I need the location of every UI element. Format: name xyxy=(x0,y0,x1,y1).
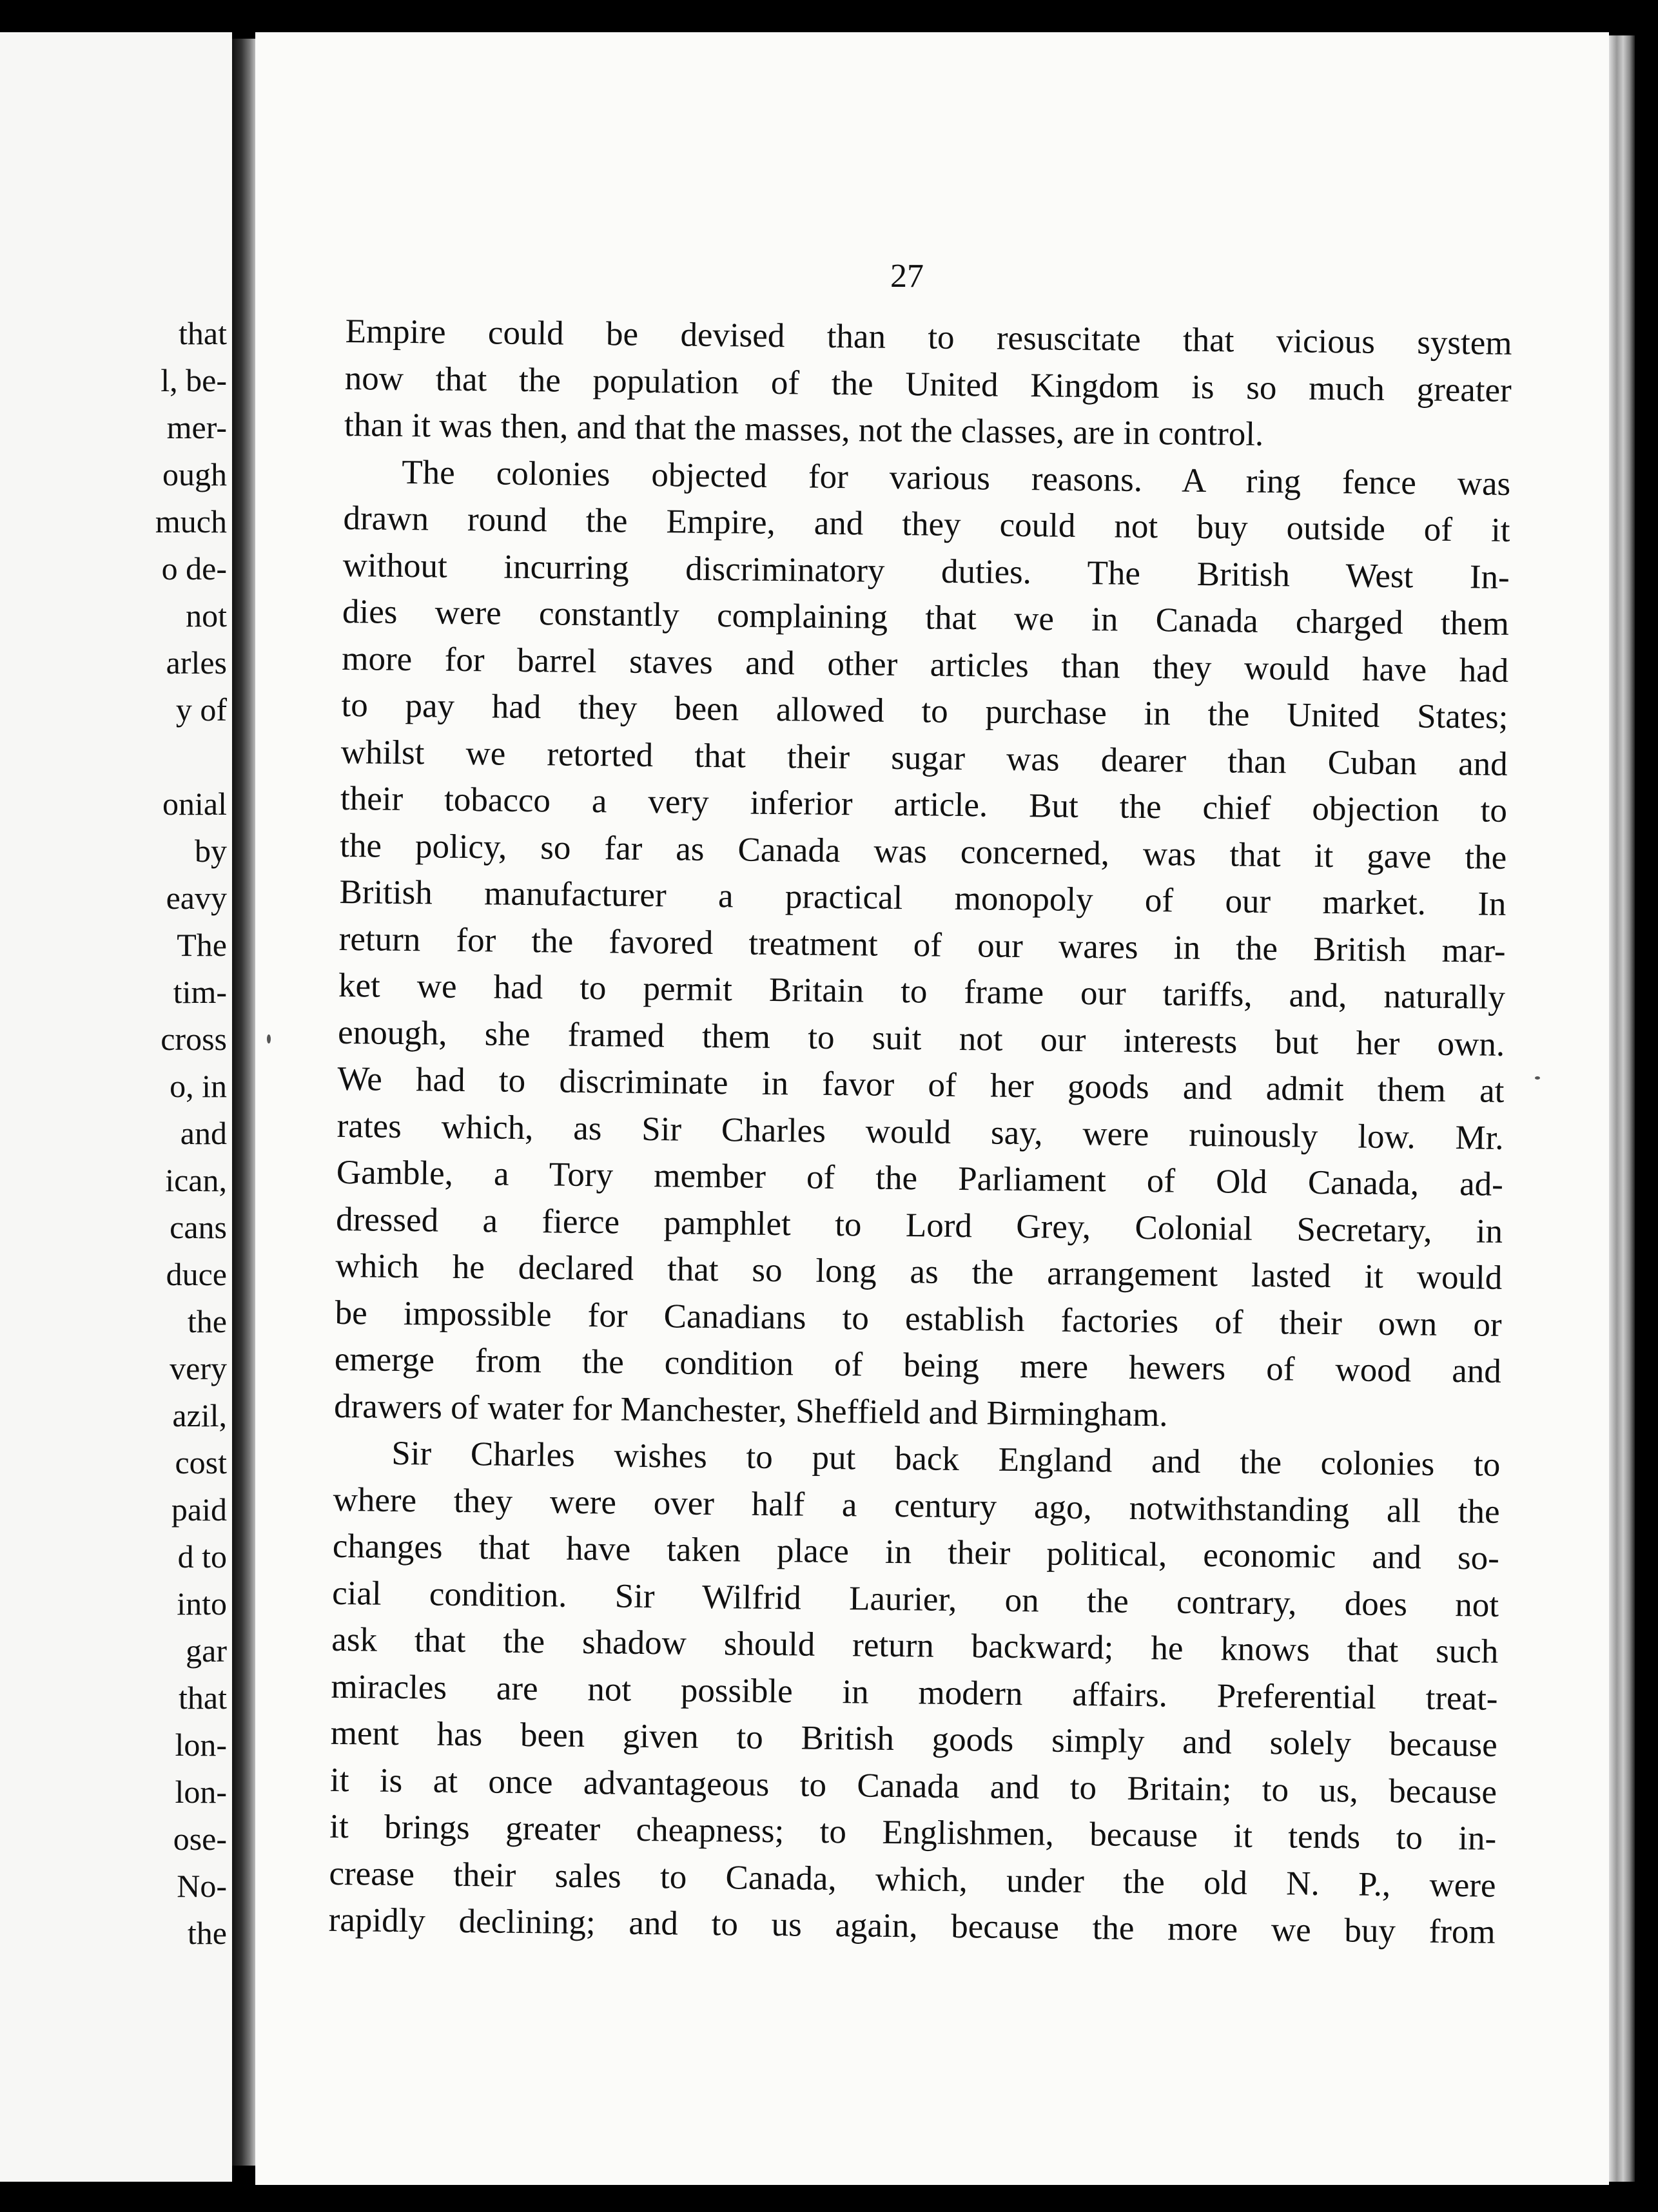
facing-page-fragment: eavy xyxy=(166,880,227,916)
facing-page-fragment: and xyxy=(180,1115,227,1151)
text-line: miracles are not possible in modern affairs. Preferential treat- xyxy=(331,1667,1498,1718)
facing-page-fragment: the xyxy=(187,1915,227,1951)
text-line: cial condition. Sir Wilfrid Laurier, on the contrary, does not xyxy=(331,1574,1499,1624)
text-line: without incurring discriminatory duties. The British West In- xyxy=(342,546,1510,596)
text-line: dies were constantly complaining that we in Canada charged them xyxy=(342,592,1510,643)
facing-page-fragment: o, in xyxy=(170,1068,227,1104)
facing-page-fragment: onial xyxy=(162,786,227,822)
facing-page-fragment: by xyxy=(195,833,227,869)
facing-page-fragment: the xyxy=(187,1303,227,1339)
text-line: which he declared that so long as the arrangement lasted it would xyxy=(335,1247,1503,1297)
text-line: whilst we retorted that their sugar was dearer than Cuban and xyxy=(340,733,1508,783)
text-line: rates which, as Sir Charles would say, were ruinously low. Mr. xyxy=(336,1107,1504,1157)
text-line: than it was then, and that the masses, not the classes, are in control. xyxy=(344,405,1264,453)
facing-page-fragment: No- xyxy=(177,1868,227,1904)
text-line: We had to discriminate in favor of her goods and admit them at xyxy=(337,1060,1505,1110)
facing-page-fragment: much xyxy=(155,503,227,539)
main-page xyxy=(255,32,1609,2185)
facing-page-fragment: that xyxy=(179,1680,227,1716)
text-line: return for the favored treatment of our wares in the British mar- xyxy=(338,920,1506,970)
text-line: Empire could be devised than to resuscitate that vicious system xyxy=(345,312,1512,362)
facing-page-fragment: ican, xyxy=(165,1162,227,1198)
scan-speck xyxy=(267,1034,271,1043)
facing-page-fragment: tim- xyxy=(173,974,227,1010)
facing-page-fragment: The xyxy=(177,927,227,963)
page-number: 27 xyxy=(890,258,924,295)
facing-page-fragment: azil, xyxy=(172,1397,227,1433)
text-line: drawers of water for Manchester, Sheffield and Birmingham. xyxy=(333,1387,1168,1433)
text-line: Sir Charles wishes to put back England and the colonies to xyxy=(391,1434,1501,1484)
facing-page-fragment: o de- xyxy=(161,550,227,587)
text-line: emerge from the condition of being mere hewers of wood and xyxy=(334,1340,1502,1390)
text-line: enough, she framed them to suit not our interests but her own. xyxy=(337,1013,1505,1063)
facing-page-fragment: lon- xyxy=(175,1727,227,1763)
text-line: ask that the shadow should return backward; he knows that such xyxy=(331,1620,1499,1671)
text-line: Gamble, a Tory member of the Parliament of Old Canada, ad- xyxy=(336,1153,1504,1203)
facing-page-fragment: not xyxy=(186,597,227,634)
facing-page-fragment: arles xyxy=(166,645,227,681)
text-line: rapidly declining; and to us again, because the more we buy from xyxy=(328,1901,1496,1951)
text-line: their tobacco a very inferior article. But the chief objection to xyxy=(340,779,1508,830)
page-edge xyxy=(1609,35,1635,2182)
facing-page-fragment: cost xyxy=(175,1444,227,1480)
text-line: drawn round the Empire, and they could not buy outside of it xyxy=(343,499,1510,549)
text-line: crease their sales to Canada, which, under the old N. P., were xyxy=(329,1854,1496,1905)
facing-page xyxy=(0,32,232,2182)
text-line: dressed a fierce pamphlet to Lord Grey, Colonial Secretary, in xyxy=(335,1200,1503,1250)
scan-speck xyxy=(1535,1076,1540,1080)
text-line: now that the population of the United Kingdom is so much greater xyxy=(344,359,1512,409)
text-line: be impossible for Canadians to establish factories of their own or xyxy=(335,1294,1502,1344)
text-line: changes that have taken place in their political, economic and so- xyxy=(332,1527,1500,1577)
text-line: The colonies objected for various reasons. A ring fence was xyxy=(402,453,1511,503)
facing-page-fragment: paid xyxy=(171,1491,227,1528)
facing-page-fragment: y of xyxy=(175,692,227,728)
facing-page-fragment: gar xyxy=(186,1633,227,1669)
facing-page-fragment: d to xyxy=(177,1538,227,1575)
facing-page-fragment: ose- xyxy=(173,1821,227,1857)
facing-page-fragment: very xyxy=(170,1350,227,1386)
text-line: the policy, so far as Canada was concerned, was that it gave the xyxy=(339,826,1507,877)
facing-page-fragment: mer- xyxy=(166,409,227,445)
facing-page-fragment: lon- xyxy=(175,1774,227,1810)
text-line: it is at once advantageous to Canada and to Britain; to us, because xyxy=(329,1761,1497,1811)
facing-page-fragment: cross xyxy=(161,1021,227,1057)
text-line: it brings greater cheapness; to Englishmen, because it tends to in- xyxy=(329,1807,1497,1858)
facing-page-fragment: duce xyxy=(166,1256,227,1292)
facing-page-fragment: ough xyxy=(162,456,227,492)
facing-page-fragment: into xyxy=(177,1586,227,1622)
text-line: ket we had to permit Britain to frame our tariffs, and, naturally xyxy=(338,966,1506,1016)
facing-page-fragment: l, be- xyxy=(161,362,227,398)
body-text xyxy=(328,308,1512,1955)
text-line: British manufacturer a practical monopoly of our market. In xyxy=(339,873,1507,923)
text-line: to pay had they been allowed to purchase in the United States; xyxy=(341,686,1508,736)
text-line: where they were over half a century ago, notwithstanding all the xyxy=(333,1480,1500,1531)
book-gutter xyxy=(232,39,255,2166)
facing-page-fragment: that xyxy=(179,315,227,351)
text-line: more for barrel staves and other articles than they would have had xyxy=(342,639,1509,690)
facing-page-fragment: cans xyxy=(170,1209,227,1245)
text-line: ment has been given to British goods simply and solely because xyxy=(330,1714,1498,1764)
